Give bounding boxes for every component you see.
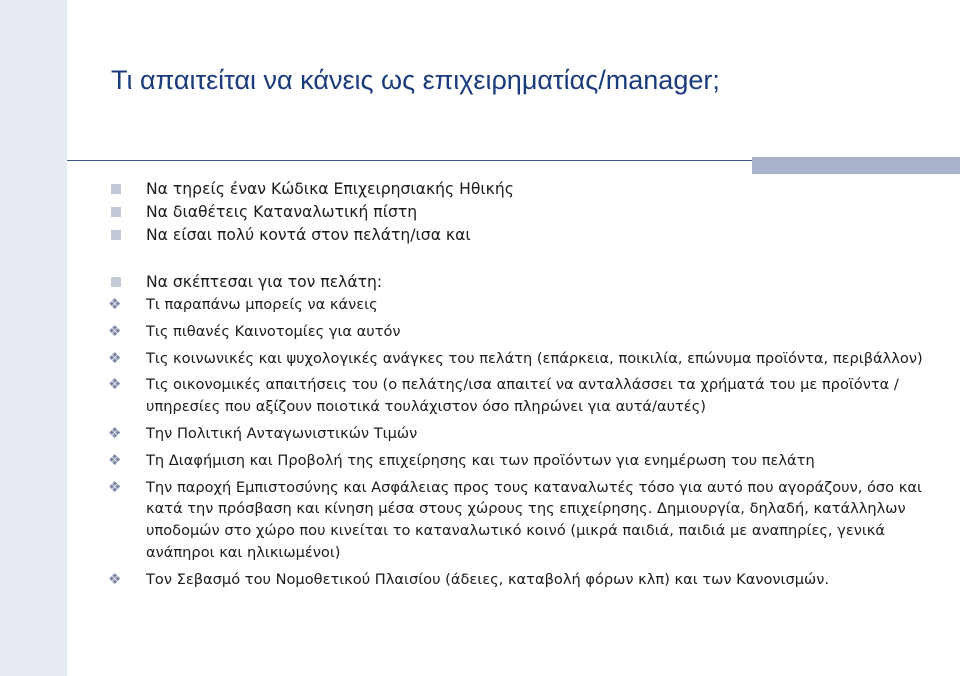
decorative-corner-bar bbox=[752, 157, 960, 174]
sub-bullet-item bbox=[108, 423, 948, 445]
slide-content bbox=[108, 178, 948, 591]
sub-bullet-item bbox=[108, 450, 948, 472]
sub-bullet-item bbox=[108, 374, 948, 418]
sub-bullet-text: Τις οικονομικές απαιτήσεις του (ο πελάτης/ισα απαιτεί να ανταλλάσσει τα χρήματά του με προϊόντα / υπηρεσίες που αξίζουν ποιοτικά τουλάχιστον όσο πληρώνει για αυτά/αυτές) bbox=[146, 376, 899, 416]
diamond-bullet-icon: ❖ bbox=[108, 450, 122, 469]
bullet-item bbox=[108, 224, 948, 247]
diamond-bullet-icon: ❖ bbox=[108, 375, 122, 394]
bullet-text: Να τηρείς έναν Κώδικα Επιχειρησιακής Ηθικής bbox=[146, 180, 514, 198]
sub-bullet-item bbox=[108, 477, 948, 564]
sub-bullet-item bbox=[108, 569, 948, 591]
bullet-text: Να είσαι πολύ κοντά στον πελάτη/ισα και bbox=[146, 226, 471, 244]
sub-bullet-item bbox=[108, 321, 948, 343]
diamond-bullet-icon: ❖ bbox=[108, 423, 122, 442]
sub-bullet-text: Τι παραπάνω μπορείς να κάνεις bbox=[146, 296, 378, 313]
diamond-bullet-icon: ❖ bbox=[108, 295, 122, 313]
square-bullet-icon bbox=[111, 184, 121, 194]
diamond-bullet-icon: ❖ bbox=[108, 348, 122, 367]
sub-bullet-text: Τις κοινωνικές και ψυχολογικές ανάγκες του πελάτη (επάρκεια, ποικιλία, επώνυμα προϊόντα, περιβάλλον) bbox=[146, 349, 923, 367]
sub-bullet-text: Την παροχή Εμπιστοσύνης και Ασφάλειας προς τους καταναλωτές τόσο για αυτό που αγοράζουν, όσο και κατά την πρόσβαση και κίνηση μέσα στους χώρους της επιχείρησης. Δημιουργία, δηλαδή, κατάλληλων υποδομών στο χώρο που κινείται το καταναλωτικό κοινό (μικρά παιδιά, παιδιά με αναπηρίες, γενικά ανάπηροι και ηλικιωμένοι) bbox=[146, 478, 922, 561]
slide-side-panel bbox=[0, 0, 67, 676]
diamond-bullet-icon: ❖ bbox=[108, 569, 122, 588]
sub-bullet-text: Την Πολιτική Ανταγωνιστικών Τιμών bbox=[146, 424, 418, 442]
sub-bullet-text: Τη Διαφήμιση και Προβολή της επιχείρησης και των προϊόντων για ενημέρωση του πελάτη bbox=[146, 451, 815, 469]
spacer bbox=[108, 247, 948, 271]
square-bullet-icon bbox=[111, 230, 121, 240]
section-heading-text: Να σκέπτεσαι για τον πελάτη: bbox=[146, 273, 383, 291]
section-heading bbox=[108, 271, 948, 294]
bullet-text: Να διαθέτεις Καταναλωτική πίστη bbox=[146, 203, 418, 221]
sub-bullet-text: Τον Σεβασμό του Νομοθετικού Πλαισίου (άδειες, καταβολή φόρων κλπ) και των Κανονισμών. bbox=[146, 570, 830, 588]
bullet-item bbox=[108, 201, 948, 224]
sub-bullet-item bbox=[108, 348, 948, 370]
diamond-bullet-icon: ❖ bbox=[108, 477, 122, 496]
bullet-item bbox=[108, 178, 948, 201]
diamond-bullet-icon: ❖ bbox=[108, 321, 122, 340]
slide-title: Τι απαιτείται να κάνεις ως επιχειρηματίας/manager; bbox=[111, 65, 720, 95]
square-bullet-icon bbox=[111, 207, 121, 217]
sub-bullet-text: Τις πιθανές Καινοτομίες για αυτόν bbox=[146, 322, 401, 340]
square-bullet-icon bbox=[111, 277, 121, 287]
sub-bullet-item bbox=[108, 294, 948, 316]
